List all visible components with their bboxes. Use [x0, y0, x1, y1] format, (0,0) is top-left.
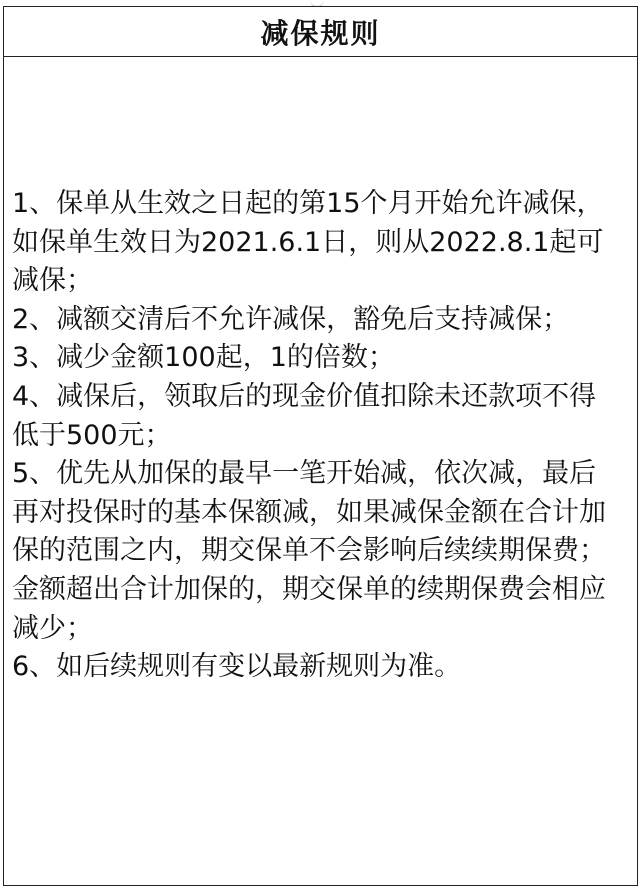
- table-title: 减保规则: [260, 16, 381, 50]
- rule-item: 2、减额交清后不允许减保，豁免后支持减保；: [12, 303, 570, 335]
- rule-item: 1、保单从生效之日起的第15个月开始允许减保，如保单生效日为2021.6.1日，则从2022.8.1起可减保；: [12, 188, 604, 297]
- rules-table: [3, 6, 638, 886]
- rule-item: 4、减保后，领取后的现金价值扣除未还款项不得低于500元；: [12, 380, 597, 451]
- table-header-row: [4, 7, 637, 57]
- rules-cell: [4, 57, 637, 687]
- rule-item: 3、减少金额100起，1的倍数；: [12, 342, 395, 374]
- rule-item: 6、如后续规则有变以最新规则为准。: [12, 651, 462, 683]
- rule-item: 5、优先从加保的最早一笔开始减，依次减，最后再对投保时的基本保额减，如果减保金额在合计加保的范围之内，期交保单不会影响后续续期保费；金额超出合计加保的，期交保单的续期保费会相应减少；: [12, 458, 606, 644]
